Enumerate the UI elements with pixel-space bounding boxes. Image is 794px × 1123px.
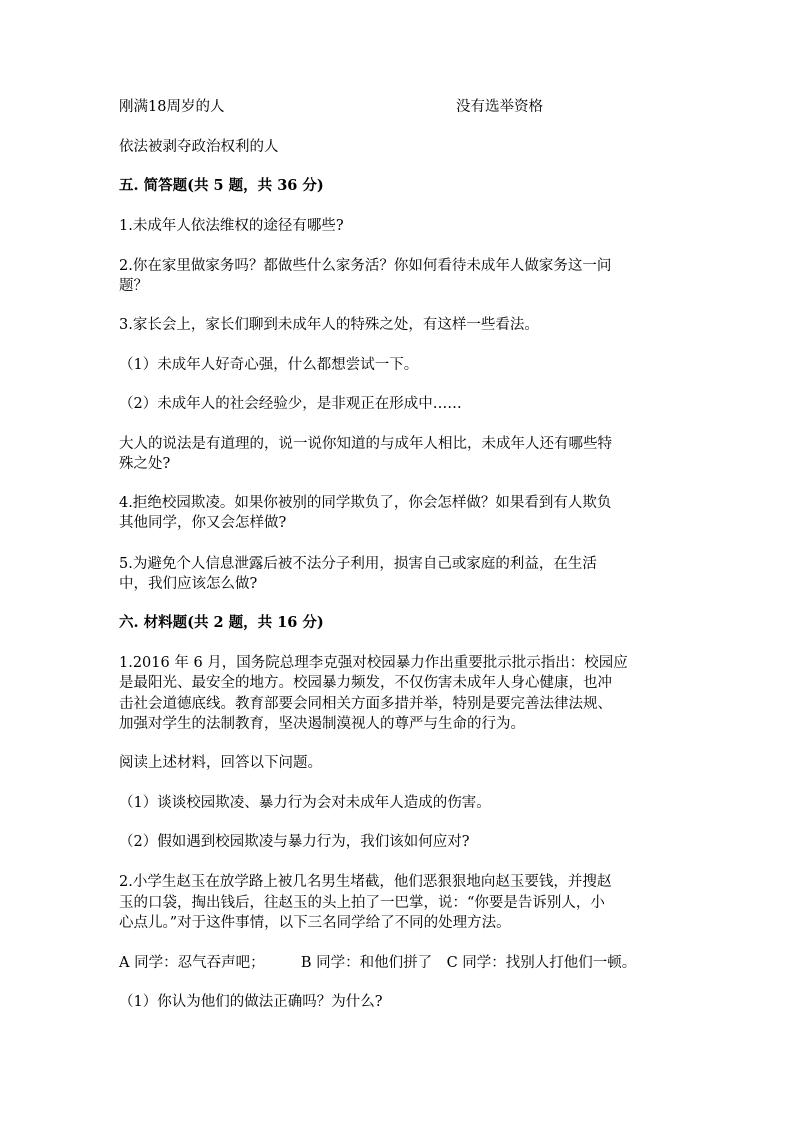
section6-title: 六. 材料题(共 2 题，共 16 分)	[119, 614, 324, 631]
question-5-line1: 5.为避免个人信息泄露后被不法分子利用，损害自己或家庭的利益，在生活	[119, 556, 597, 572]
question-3: 3.家长会上，家长们聊到未成年人的特殊之处，有这样一些看法。	[119, 317, 539, 333]
question-3-ask-line2: 殊之处?	[119, 456, 171, 472]
material-1-ask: 阅读上述材料，回答以下问题。	[119, 755, 322, 771]
section5-title: 五. 简答题(共 5 题，共 36 分)	[119, 177, 324, 194]
material-1-sub1: （1）谈谈校园欺凌、暴力行为会对未成年人造成的伤害。	[119, 795, 491, 811]
material-1-line4: 加强对学生的法制教育，坚决遏制漠视人的尊严与生命的行为。	[119, 716, 525, 732]
material-2-line3: 心点儿。”对于这件事情，以下三名同学给了不同的处理方法。	[119, 915, 511, 931]
material-1-line3: 击社会道德底线。教育部要会同相关方面多措并举，特别是要完善法律法规、	[119, 696, 612, 712]
material-2-options: A 同学：忍气吞声吧； B 同学：和他们拼了 C 同学：找别人打他们一顿。	[119, 955, 637, 971]
material-2-line1: 2.小学生赵玉在放学路上被几名男生堵截，他们恶狠狠地向赵玉要钱，并搜赵	[119, 874, 612, 890]
question-4-line2: 其他同学，你又会怎样做?	[119, 515, 287, 531]
material-1-line2: 是最阳光、最安全的地方。校园暴力频发，不仅伤害未成年人身心健康，也冲	[119, 675, 612, 691]
question-3-sub2: （2）未成年人的社会经验少，是非观正在形成中……	[119, 396, 462, 412]
matching-row1-left: 刚满18周岁的人	[119, 99, 225, 115]
question-5-line2: 中，我们应该怎么做?	[119, 576, 258, 592]
question-4-line1: 4.拒绝校园欺凌。如果你被别的同学欺负了，你会怎样做？如果看到有人欺负	[119, 495, 612, 511]
material-1-line1: 1.2016 年 6 月，国务院总理李克强对校园暴力作出重要批示批示指出：校园应	[119, 655, 628, 671]
question-2-line1: 2.你在家里做家务吗？都做些什么家务活？你如何看待未成年人做家务这一问	[119, 258, 612, 274]
question-3-ask-line1: 大人的说法是有道理的，说一说你知道的与成年人相比，未成年人还有哪些特	[119, 436, 612, 452]
question-3-sub1: （1）未成年人好奇心强，什么都想尝试一下。	[119, 357, 419, 373]
question-2-line2: 题？	[119, 278, 148, 294]
material-2-line2: 玉的口袋，掏出钱后，往赵玉的头上拍了一巴掌，说：“你要是告诉别人，小	[119, 895, 605, 911]
material-2-sub1: （1）你认为他们的做法正确吗？为什么?	[119, 994, 383, 1010]
matching-row1-right: 没有选举资格	[456, 99, 543, 115]
material-1-sub2: （2）假如遇到校园欺凌与暴力行为，我们该如何应对?	[119, 834, 470, 850]
matching-row2-left: 依法被剥夺政治权利的人	[119, 139, 279, 155]
question-1: 1.未成年人依法维权的途径有哪些?	[119, 218, 344, 234]
